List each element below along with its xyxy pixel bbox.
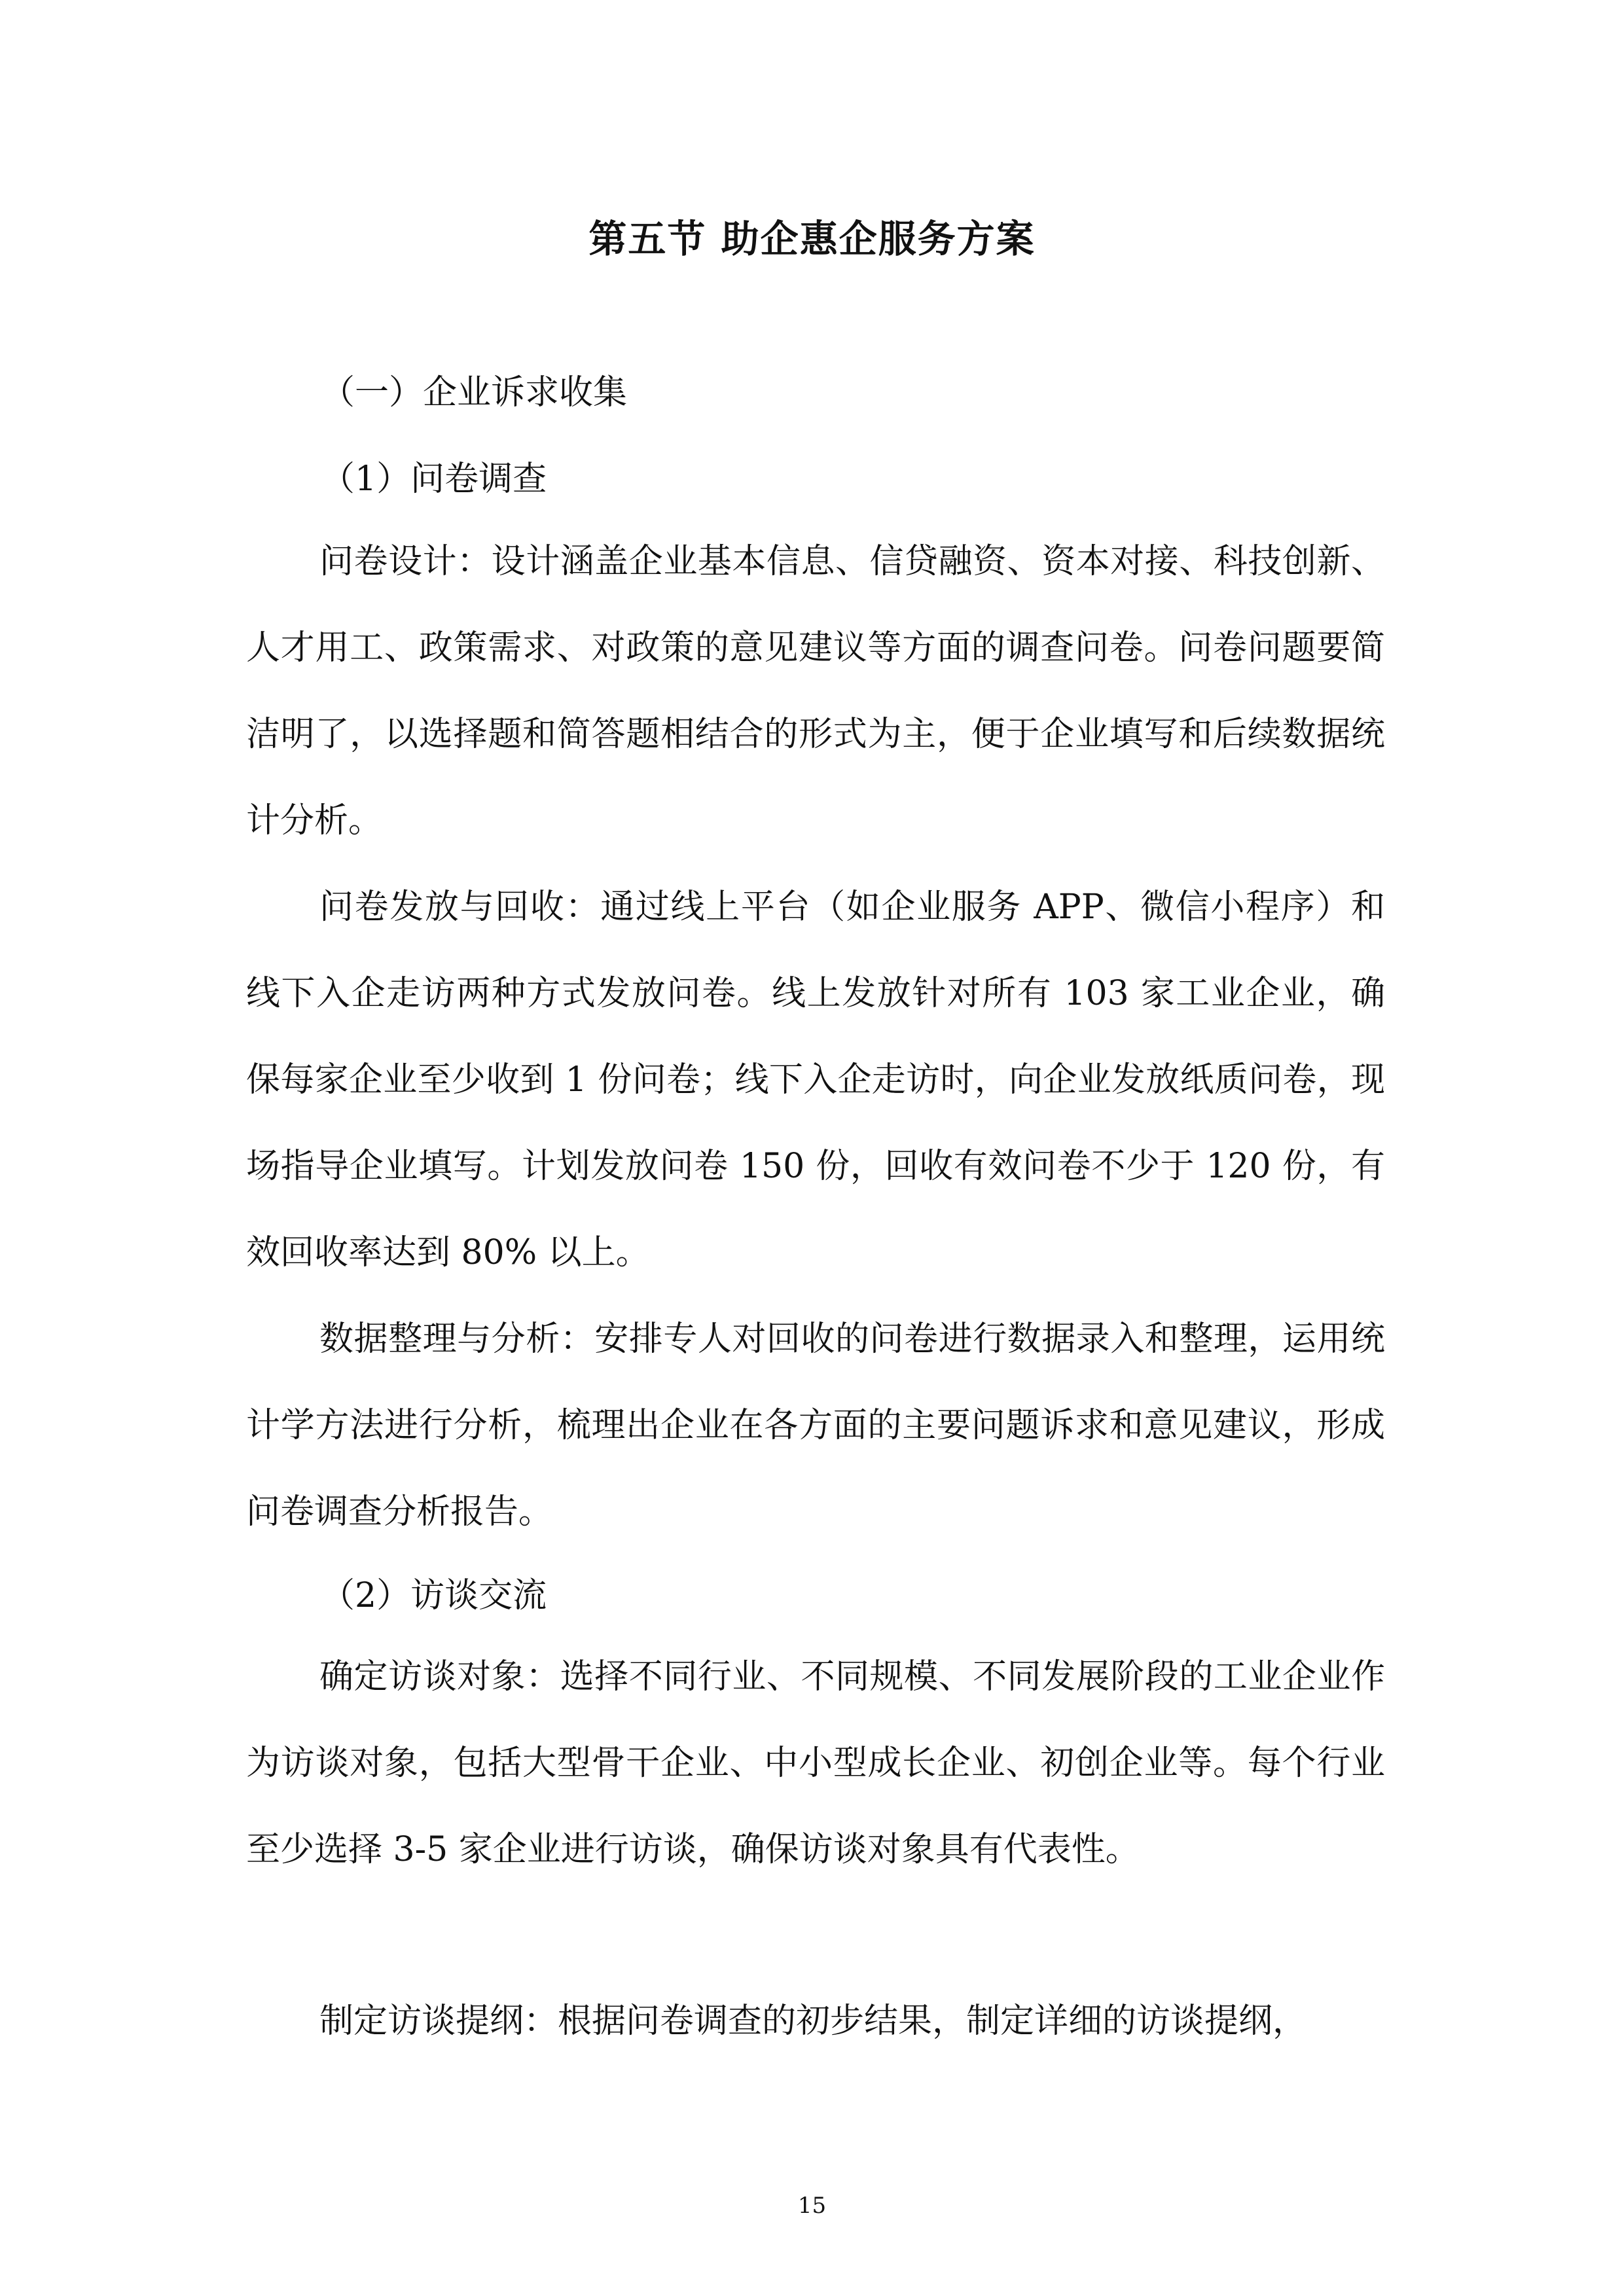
paragraph-data-analysis: 数据整理与分析：安排专人对回收的问卷进行数据录入和整理，运用统计学方法进行分析，梳理出企业在各方面的主要问题诉求和意见建议，形成问卷调查分析报告。 [246,1319,1385,1532]
paragraph-questionnaire-distribution: 问卷发放与回收：通过线上平台（如企业服务 APP、微信小程序）和线下入企走访两种方式发放问卷。线上发放针对所有 103 家工业企业，确保每家企业至少收到 1 份问卷；线下入企走访时，向企业发放纸质问卷，现场指导企业填写。计划发放问卷 150 份，回收有效问卷不少于 120 份，有效回收率达到 80% 以上。 [246,888,1385,1272]
paragraph-interview-targets: 确定访谈对象：选择不同行业、不同规模、不同发展阶段的工业企业作为访谈对象，包括大型骨干企业、中小型成长企业、初创企业等。每个行业至少选择 3-5 家企业进行访谈，确保访谈对象具有代表性。 [246,1657,1385,1869]
page-title: 第五节 助企惠企服务方案 [588,217,1036,261]
subsection-heading-questionnaire: （1）问卷调查 [321,459,547,499]
section-heading: （一）企业诉求收集 [321,373,628,412]
paragraph-interview-outline: 制定访谈提纲：根据问卷调查的初步结果，制定详细的访谈提纲， [319,2001,1307,2041]
paragraph-questionnaire-design: 问卷设计：设计涵盖企业基本信息、信贷融资、资本对接、科技创新、人才用工、政策需求、对政策的意见建议等方面的调查问卷。问卷问题要简洁明了，以选择题和简答题相结合的形式为主，便于企业填写和后续数据统计分析。 [246,542,1385,840]
subsection-heading-interview: （2）访谈交流 [321,1576,547,1615]
page-number: 15 [797,2193,827,2219]
